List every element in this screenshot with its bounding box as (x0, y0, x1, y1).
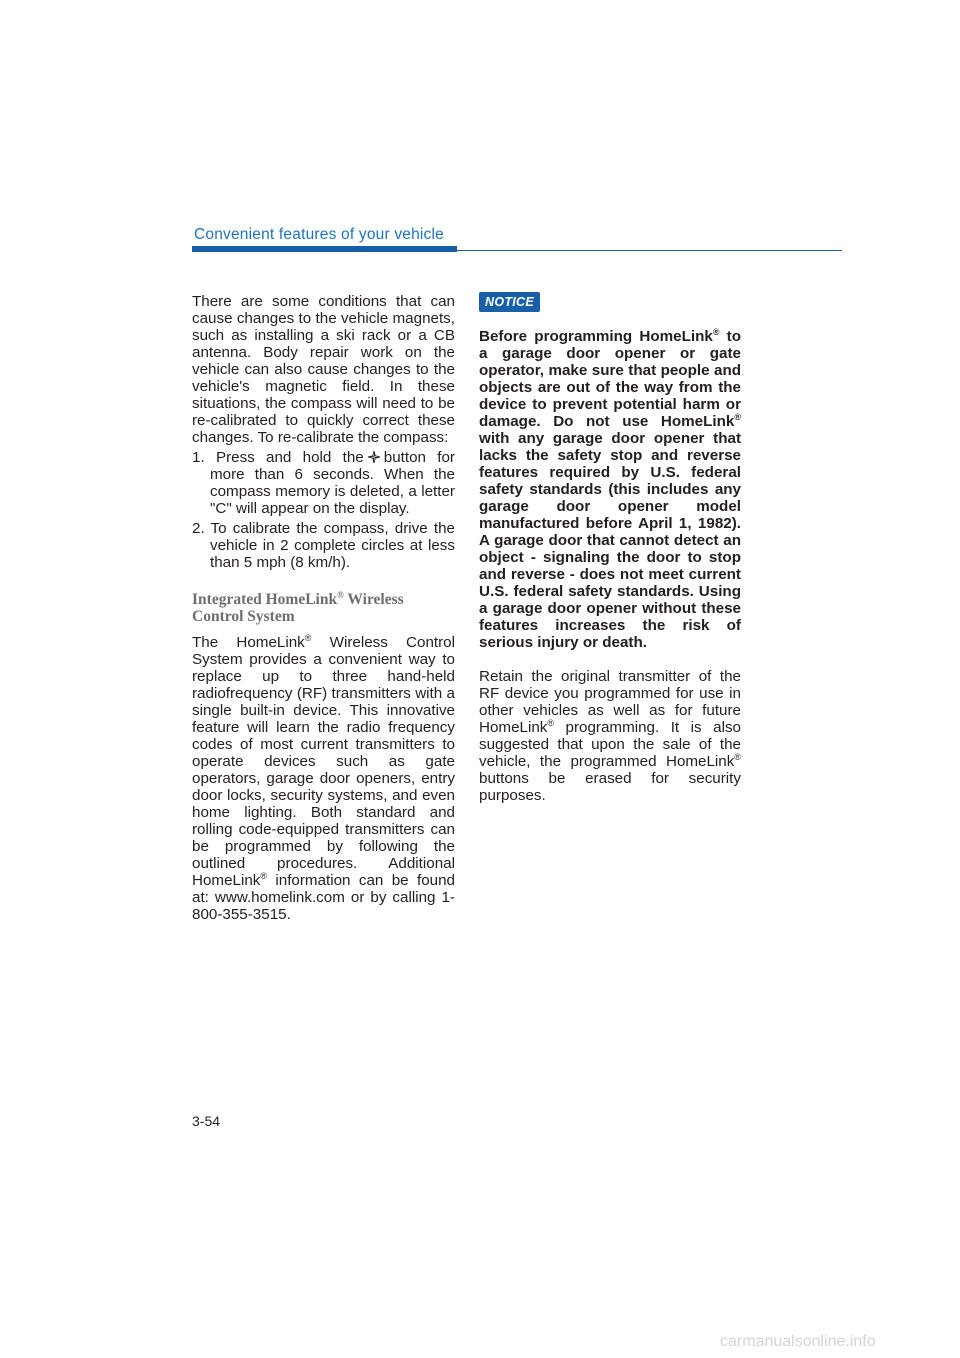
notice-text-part3: with any garage door opener that lacks the safety stop and reverse features required by U.S. federal safety standards (this includes any garage door opener model manufactured before April 1, 1982). A garage door that cannot detect an object - signaling the door to stop and reverse - does not meet current U.S. federal safety standards. Using a garage door opener without these features increases the risk of serious injury or death. (479, 430, 741, 651)
homelink-text-part2: Wireless Control System provides a convenient way to replace up to three hand-held radiofrequency (RF) transmitters with a single built-in device. This innovative feature will learn the radio frequency codes of most current transmitters to operate devices such as gate operators, garage door openers, entry door locks, security systems, and even home lighting. Both standard and rolling code-equipped transmitters can be programmed by following the outlined procedures. Additional HomeLink (192, 634, 456, 889)
retain-text-part2: programming. It is also suggested that upon the sale of the vehicle, the programmed HomeLink (479, 719, 741, 770)
registered-mark: ® (734, 412, 741, 422)
retain-transmitter-paragraph (479, 668, 741, 804)
compass-button-icon (368, 451, 380, 463)
retain-text-part1: Retain the original transmitter of the RF device you programmed for use in other vehicles as well as for future HomeLink (479, 668, 741, 736)
notice-text-part2: to a garage door opener or gate operator, make sure that people and objects are out of the way from the device to prevent potential harm or damage. Do not use HomeLink (479, 328, 741, 430)
homelink-paragraph (192, 634, 455, 923)
page-number: 3-54 (192, 1113, 221, 1129)
homelink-text-part1: The HomeLink (192, 634, 305, 651)
notice-badge-row (479, 292, 741, 312)
right-column (479, 292, 741, 804)
homelink-text-part3: information can be found at: www.homelink.com or by calling 1-800-355-3515. (192, 872, 455, 923)
notice-text (479, 328, 741, 651)
heading-text-part2: Wireless Control System (192, 591, 404, 625)
header-rule (457, 250, 842, 251)
registered-mark: ® (260, 871, 268, 881)
compass-intro-paragraph: There are some conditions that can cause changes to the vehicle magnets, such as installing a ski rack or a CB antenna. Body repair work on the vehicle can also cause changes to the vehicle's magnetic field. In these situations, the compass will need to be re-calibrated to quickly correct these changes. To re-calibrate the compass: (192, 293, 455, 446)
header-accent-bar (192, 246, 457, 252)
left-column (192, 293, 455, 923)
registered-mark: ® (734, 752, 741, 762)
registered-mark: ® (337, 590, 344, 600)
compass-step-2: 2. To calibrate the compass, drive the vehicle in 2 complete circles at less than 5 mph (8 km/h). (192, 520, 455, 571)
step-1-prefix: 1. Press and hold the (192, 449, 364, 466)
watermark: carmanualsonline.info (720, 1333, 876, 1350)
section-title: Convenient features of your vehicle (194, 226, 444, 243)
registered-mark: ® (547, 718, 555, 728)
retain-text-part3: buttons be erased for security purposes. (479, 770, 741, 804)
heading-text-part1: Integrated HomeLink (192, 591, 338, 608)
step-1-suffix: button for more than 6 seconds. When the compass memory is deleted, a letter "C" will appear on the display. (210, 449, 455, 517)
notice-text-part1: Before programming HomeLink (479, 328, 713, 345)
registered-mark: ® (304, 633, 312, 643)
notice-badge: NOTICE (479, 292, 540, 312)
compass-step-1 (192, 449, 455, 517)
registered-mark: ® (712, 327, 720, 337)
homelink-heading (192, 591, 455, 625)
page-header (192, 224, 842, 252)
